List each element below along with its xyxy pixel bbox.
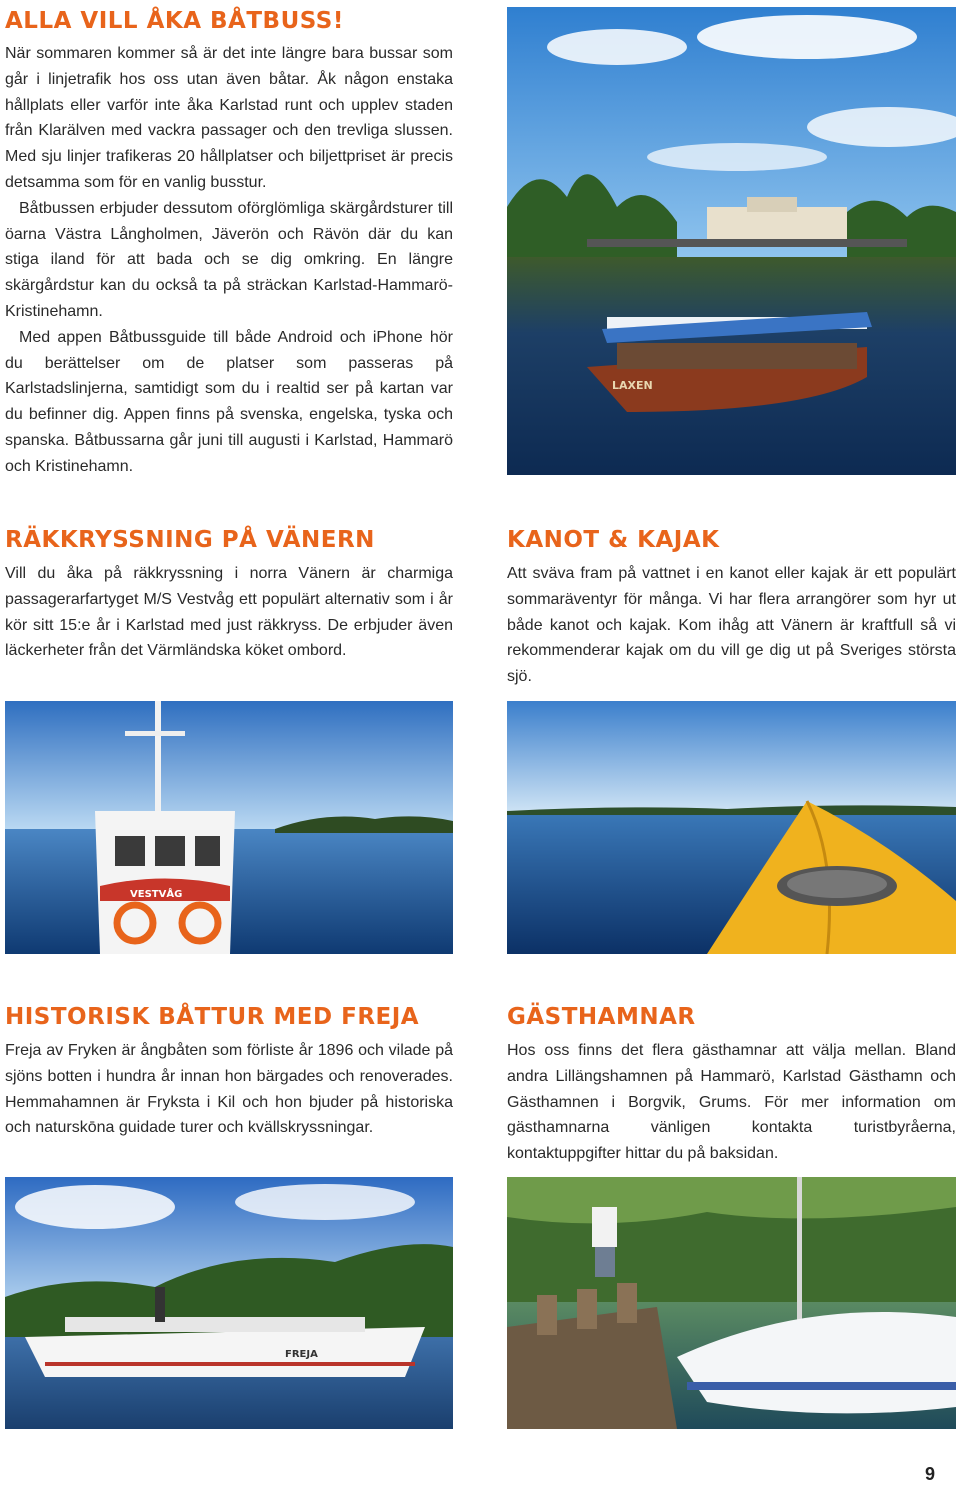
boat-name-freja: FREJA <box>285 1349 318 1360</box>
heading-rakkryssning: RÄKKRYSSNING PÅ VÄNERN <box>5 527 375 553</box>
paragraph-rakkryssning: Vill du åka på räkkryssning i norra Vänern är charmiga passagerarfartyget M/S Vestvåg ett populärt alternativ som i år kör sitt 15:e år i Karlstad med just räkkryss. De erbjuder även läckerheter från det Värmländska köket ombord. <box>5 565 453 660</box>
page-number: 9 <box>925 1464 936 1484</box>
heading-gasthamnar: GÄSTHAMNAR <box>507 1004 696 1030</box>
heading-batbuss: ALLA VILL ÅKA BÅTBUSS! <box>5 8 344 34</box>
text-rakkryssning <box>5 561 453 664</box>
text-freja <box>5 1038 453 1141</box>
boat-name-laxen: LAXEN <box>612 379 653 392</box>
text-batbuss <box>5 41 453 480</box>
paragraph-batbuss-1: När sommaren kommer så är det inte längre bara bussar som går i linjetrafik hos oss utan även båtar. Åk någon enstaka hållplats eller varför inte åka Karlstad runt och upplev staden från Klarälven med vackra passager och den trevliga slussen. Med sju linjer trafikeras 20 hållplatser och biljettpriset är precis detsamma som för en vanlig busstur. <box>5 45 453 191</box>
paragraph-gasthamnar: Hos oss finns det flera gästhamnar att välja mellan. Bland andra Lillängshamnen på Hammarö, Karlstad Gästhamn och Gästhamnen i Borgvik, Grums. För mer information om gästhamnarna vänligen kontakta turistbyråerna, kontaktuppgifter hittar du på baksidan. <box>507 1042 956 1163</box>
photo-freja <box>5 1177 453 1429</box>
paragraph-batbuss-3: Med appen Båtbussguide till både Android och iPhone hör du berättelser om de platser som passeras på Karlstadslinjerna, samtidigt som du i realtid ser på kartan var du befinner dig. Appen finns på svenska, engelska, tyska och spanska. Båtbussarna går juni till augusti i Karlstad, Hammarö och Kristinehamn. <box>5 328 453 475</box>
heading-kanot: KANOT & KAJAK <box>507 527 720 553</box>
paragraph-freja: Freja av Fryken är ångbåten som förliste år 1896 och vilade på sjöns botten i hundra år innan hon bärgades och renoverades. Hemmahamnen är Fryksta i Kil och hon bjuder på historiska och naturskōna guidade turer och kvällskryssningar. <box>5 1042 453 1137</box>
photo-boat-bus <box>507 7 956 475</box>
text-kanot <box>507 561 956 690</box>
paragraph-batbuss-2: Båtbussen erbjuder dessutom oförglömliga skärgårdsturer till öarna Västra Långholmen, Jäverön och Rävön där du kan stiga iland för att bada och se dig omkring. En längre skärgårdstur kan du också ta på sträckan Karlstad-Hammarö-Kristinehamn. <box>5 199 453 320</box>
photo-guest-harbour <box>507 1177 956 1429</box>
photo-vestvag <box>5 701 453 954</box>
photo-kayak <box>507 701 956 954</box>
paragraph-kanot: Att sväva fram på vattnet i en kanot eller kajak är ett populärt sommaräventyr för många. Vi har flera arrangörer som hyr ut både kanot och kajak. Kom ihåg att Vänern är kraftfull så vi rekommenderar kajak om du vill ge dig ut på Sveriges största sjö. <box>507 565 956 686</box>
heading-freja: HISTORISK BÅTTUR MED FREJA <box>5 1004 420 1030</box>
boat-name-vestvag: VESTVÅG <box>130 889 183 900</box>
text-gasthamnar <box>507 1038 956 1167</box>
